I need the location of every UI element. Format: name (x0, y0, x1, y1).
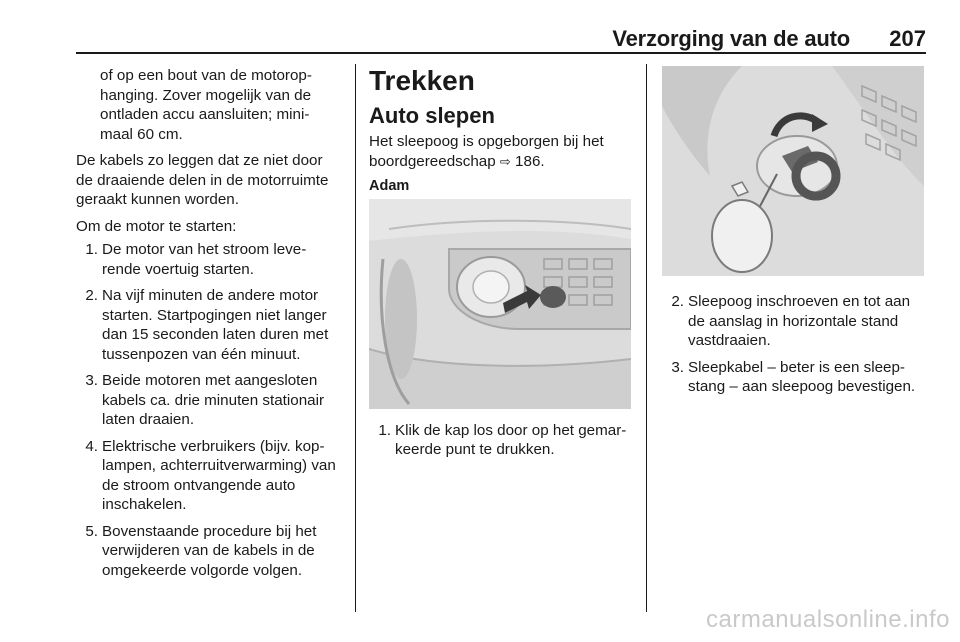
start-steps-list (76, 240, 338, 580)
middle-column (369, 66, 633, 467)
column-divider-right (646, 64, 647, 612)
towing-eye-intro: Het sleepoog is opgeborgen bij het boordgereedschap ⇨ 186. (369, 133, 604, 170)
page-ref-link[interactable]: 186. (515, 152, 545, 170)
list-item: 3. Sleepkabel – beter is een sleep-stang – aan sleepoog bevestigen. (671, 358, 916, 395)
chapter-title: Verzorging van de auto (612, 26, 850, 51)
list-item: 4. Elektrische verbruikers (bijv. kop-lampen, achterruitverwarming) van de stroom ontvangende auto inschakelen. (85, 437, 336, 513)
header-rule (76, 52, 926, 54)
subsection-title: Auto slepen (369, 103, 495, 128)
figure-label: Adam (369, 178, 410, 194)
left-column (76, 66, 338, 587)
list-item: 2. Na vijf minuten de andere motor starten. Startpogingen niet langer dan 15 seconden laten duren met tussenpozen van één minuut. (85, 287, 329, 363)
page-ref-arrow-icon: ⇨ (499, 153, 511, 169)
paragraph-start-intro: Om de motor te starten: (76, 217, 237, 235)
continued-text: of op een bout van de motorop- hanging. Zover mogelijk van de ontladen accu aansluiten; mini- maal 60 cm. (100, 67, 312, 143)
watermark: carmanualsonline.info (706, 606, 950, 633)
list-item: 5. Bovenstaande procedure bij het verwijderen van de kabels in de omgekeerde volgorde volgen. (85, 522, 317, 579)
paragraph-cables: De kabels zo leggen dat ze niet door de draaiende delen in de motorruimte geraakt kunnen worden. (76, 152, 329, 208)
section-title: Trekken (369, 65, 475, 96)
right-column (662, 66, 926, 404)
tow-steps-list-2 (662, 292, 926, 397)
bumper-cap-figure (369, 199, 631, 409)
list-item: 1. Klik de kap los door op het gemar-keerde punt te drukken. (378, 421, 627, 458)
towing-eye-figure (662, 66, 924, 276)
tow-steps-list-1 (369, 421, 633, 460)
column-divider-left (355, 64, 356, 612)
page-number: 207 (889, 26, 926, 51)
list-item: 3. Beide motoren met aangesloten kabels ca. drie minuten stationair laten draaien. (85, 372, 325, 428)
list-item: 1. De motor van het stroom leve-rende voertuig starten. (85, 241, 307, 278)
list-item: 2. Sleepoog inschroeven en tot aan de aanslag in horizontale stand vastdraaien. (671, 293, 911, 349)
